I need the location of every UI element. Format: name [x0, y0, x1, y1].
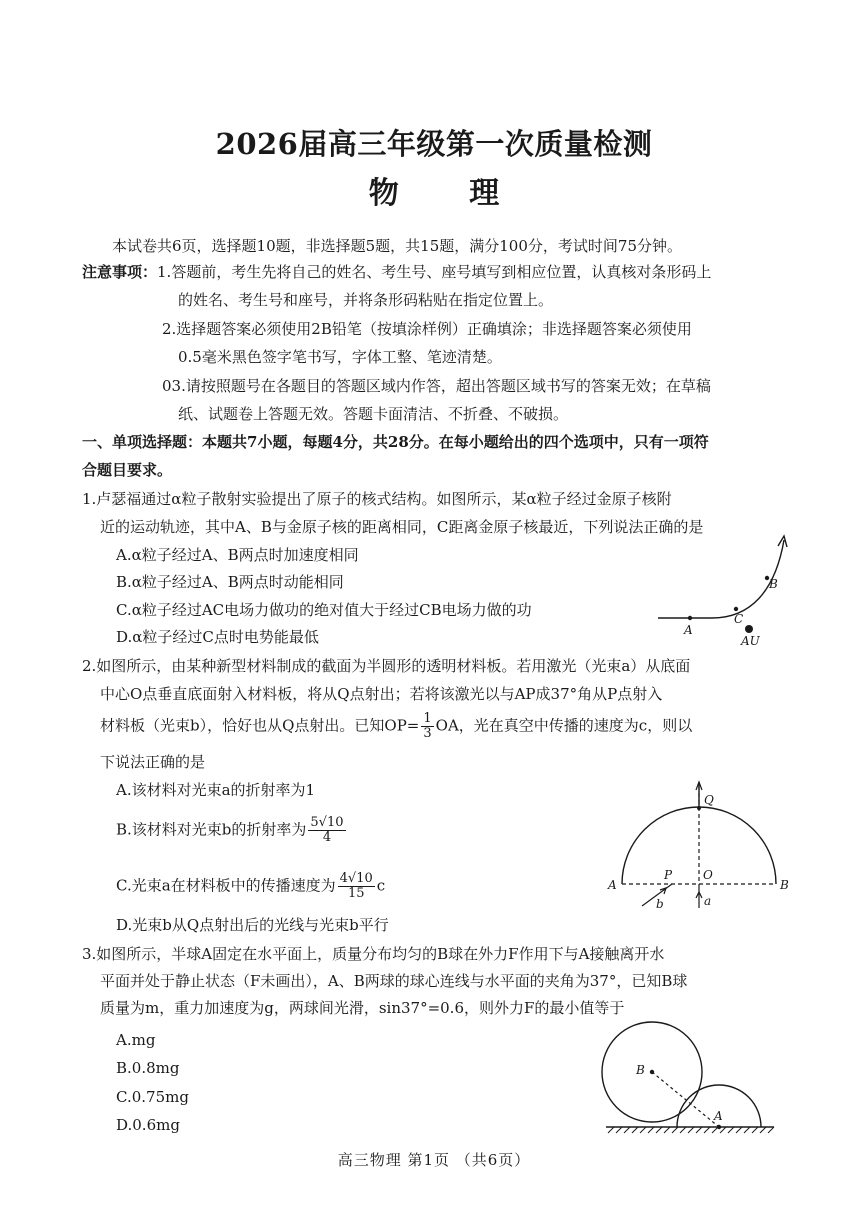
center-a: [717, 1125, 721, 1129]
fraction-numerator: 5√10: [310, 815, 344, 830]
q1-stem-cont: 近的运动轨迹，其中A、B与金原子核的距离相同，C距离金原子核最近，下列说法正确的是: [100, 518, 704, 536]
point-q: [697, 806, 701, 810]
q2-stem-cont-2: [100, 712, 692, 741]
notice-item-1-cont: 的姓名、考生号和座号，并将条形码粘贴在指定位置上。: [178, 291, 554, 309]
q2-stem-cont-3: 下说法正确的是: [100, 753, 206, 771]
center-b: [650, 1070, 654, 1074]
label-a: A: [684, 623, 693, 637]
q3-option-a: A.mg: [116, 1031, 156, 1049]
label-p: P: [664, 868, 673, 882]
q3-option-c: C.0.75mg: [116, 1088, 189, 1106]
notice-item-2: 2.选择题答案必须使用2B铅笔（按填涂样例）正确填涂；非选择题答案必须使用: [162, 320, 692, 338]
section-heading: 一、单项选择题：本题共7小题，每题4分，共28分。在每小题给出的四个选项中，只有一项符: [82, 433, 709, 451]
notice-block: [82, 262, 711, 282]
label-b: B: [636, 1063, 645, 1077]
q1-option-d: D.α粒子经过C点时电势能最低: [116, 628, 319, 646]
q1-option-b: B.α粒子经过A、B两点时动能相同: [116, 573, 344, 591]
ground-hatching: [608, 1127, 774, 1133]
q2-option-c-suffix: c: [376, 876, 386, 895]
q3-spheres-figure: [602, 1024, 778, 1134]
label-q: Q: [704, 793, 714, 807]
q1-stem: 1.卢瑟福通过α粒子散射实验提出了原子的核式结构。如图所示，某α粒子经过金原子核附: [82, 490, 672, 508]
label-a: A: [714, 1109, 723, 1123]
q2-option-a: A.该材料对光束a的折射率为1: [116, 781, 316, 799]
q3-stem-cont-2: 质量为m，重力加速度为g，两球间光滑，sin37°=0.6，则外力F的最小值等于: [100, 999, 625, 1017]
q2-stem: 2.如图所示，由某种新型材料制成的截面为半圆形的透明材料板。若用激光（光束a）从底面: [82, 657, 691, 675]
subject-title: 物 理: [368, 176, 530, 211]
q2-stem-part: 材料板（光束b），恰好也从Q点射出。已知OP=: [100, 716, 420, 735]
q2-semicircle-figure: [604, 778, 794, 910]
fraction-denominator: 15: [347, 886, 365, 901]
fraction-denominator: 4: [322, 830, 332, 845]
section-heading-cont: 合题目要求。: [82, 461, 173, 479]
q3-option-b: B.0.8mg: [116, 1059, 180, 1077]
q3-stem: 3.如图所示，半球A固定在水平面上，质量分布均匀的B球在外力F作用下与A接触离开水: [82, 945, 665, 963]
q1-option-c: C.α粒子经过AC电场力做功的绝对值大于经过CB电场力做的功: [116, 601, 532, 619]
fraction-op-oa: [421, 712, 433, 741]
label-au: AU: [741, 634, 760, 648]
q2-option-b-text: B.该材料对光束b的折射率为: [116, 820, 307, 839]
center-line: [652, 1072, 719, 1127]
label-b: B: [769, 577, 778, 591]
label-beam-b: b: [656, 897, 664, 911]
label-o: O: [703, 868, 713, 882]
q2-option-d: D.光束b从Q点射出后的光线与光束b平行: [116, 916, 389, 934]
notice-item-1: 1.答题前，考生先将自己的姓名、考生号、座号填写到相应位置，认真核对条形码上: [157, 263, 712, 281]
intro-text: 本试卷共6页，选择题10题，非选择题5题，共15题，满分100分，考试时间75分钟。: [112, 237, 682, 255]
q1-option-a: A.α粒子经过A、B两点时加速度相同: [116, 546, 359, 564]
label-beam-a: a: [704, 894, 712, 908]
q1-trajectory-figure: [650, 532, 790, 648]
label-b: B: [780, 878, 789, 892]
notice-label: 注意事项：: [82, 263, 158, 281]
q2-option-b: [116, 816, 348, 845]
label-c: C: [734, 612, 744, 626]
fraction-denominator: 3: [423, 726, 432, 741]
fraction-numerator: 1: [423, 711, 432, 726]
q3-option-d: D.0.6mg: [116, 1116, 180, 1134]
label-a: A: [608, 878, 617, 892]
notice-item-3: 03.请按照题号在各题目的答题区域内作答，超出答题区域书写的答案无效；在草稿: [162, 377, 711, 395]
fraction-numerator: 4√10: [339, 871, 373, 886]
gold-nucleus: [745, 625, 753, 633]
point-c: [734, 607, 738, 611]
notice-item-3-cont: 纸、试题卷上答题无效。答题卡面清洁、不折叠、不破损。: [178, 405, 569, 423]
q2-option-c: [116, 872, 385, 901]
exam-title: 2026届高三年级第一次质量检测: [215, 127, 653, 161]
q2-stem-part-2: OA，光在真空中传播的速度为c，则以: [435, 716, 693, 735]
point-a: [688, 616, 692, 620]
q2-option-c-text: C.光束a在材料板中的传播速度为: [116, 876, 336, 895]
q3-stem-cont: 平面并处于静止状态（F未画出），A、B两球的球心连线与水平面的夹角为37°，已知B球: [100, 972, 688, 990]
q2-stem-cont: 中心O点垂直底面射入材料板，将从Q点射出；若将该激光以与AP成37°角从P点射入: [100, 685, 663, 703]
notice-item-2-cont: 0.5毫米黑色签字笔书写，字体工整、笔迹清楚。: [178, 348, 502, 366]
fraction-index-b: [308, 816, 345, 845]
page-footer: 高三物理 第1页 （共6页）: [337, 1151, 531, 1169]
fraction-speed: [338, 872, 375, 901]
